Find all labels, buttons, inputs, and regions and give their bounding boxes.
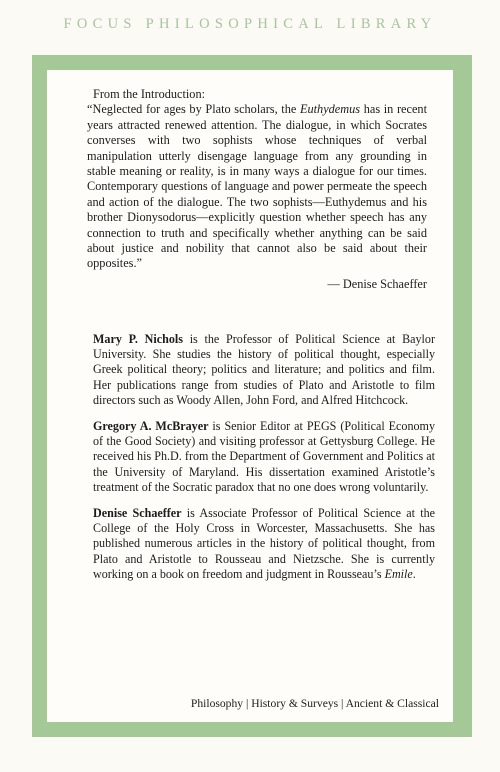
intro-quote bbox=[87, 102, 427, 271]
intro-heading: From the Introduction: bbox=[93, 87, 206, 101]
introduction-excerpt bbox=[87, 87, 427, 292]
author-bio bbox=[93, 419, 435, 495]
quote-attribution: — Denise Schaeffer bbox=[327, 276, 427, 291]
author-bio bbox=[93, 506, 435, 582]
author-name: Gregory A. McBrayer bbox=[93, 419, 209, 434]
author-name: Denise Schaeffer bbox=[93, 506, 182, 521]
green-border-frame bbox=[32, 55, 472, 737]
author-bios bbox=[93, 332, 435, 593]
subject-categories: Philosophy | History & Surveys | Ancient & Classical bbox=[190, 697, 439, 710]
author-bio-book-title: Emile bbox=[384, 566, 413, 581]
series-title: FOCUS PHILOSOPHICAL LIBRARY bbox=[63, 16, 437, 32]
author-bio-text: is Associate Professor of Political Science at the College of the Holy Cross in Worcester, Massachusetts. She has published numerous articles in the history of political thought, from Plato and Aristotle to Rousseau and Nietzsche. She is currently working on a book on freedom and judgment in Rousseau’s bbox=[93, 506, 436, 581]
quote-text-end: has in recent years attracted renewed attention. The dialogue, in which Socrates converses with two sophists whose techniques of verbal manipulation utterly disengage language from any grounding in stable meaning or reality, is in many ways a dialogue for our times. Contemporary questions of language and power permeate the speech and action of the dialogue. The two sophists—Euthydemus and his brother Dionysodorus—explicitly question whether speech has any connection to truth and specifically whether anything can be said about justice and nobility that cannot also be said about their opposites.” bbox=[87, 102, 427, 271]
quote-text-start: “Neglected for ages by Plato scholars, the bbox=[87, 102, 300, 117]
author-bio-text: is Senior Editor at PEGS (Political Economy of the Good Society) and visiting professor at Gettysburg College. He received his Ph.D. from the Department of Government and Politics at the University of Maryland. His dissertation examined Aristotle’s treatment of the Socratic paradox that no one does wrong voluntarily. bbox=[93, 419, 435, 494]
quote-book-title: Euthydemus bbox=[299, 102, 361, 117]
author-bio-tail: . bbox=[412, 566, 416, 581]
author-name: Mary P. Nichols bbox=[93, 332, 183, 346]
author-bio bbox=[93, 332, 435, 408]
author-bio-text: is the Professor of Political Science at Baylor University. She studies the history of political thought, especially Greek political theory; politics and literature; and politics and film. Her publications range from studies of Plato and Aristotle to film directors such as Woody Allen, John Ford, and Alfred Hitchcock. bbox=[93, 332, 435, 407]
content-panel bbox=[47, 70, 453, 722]
